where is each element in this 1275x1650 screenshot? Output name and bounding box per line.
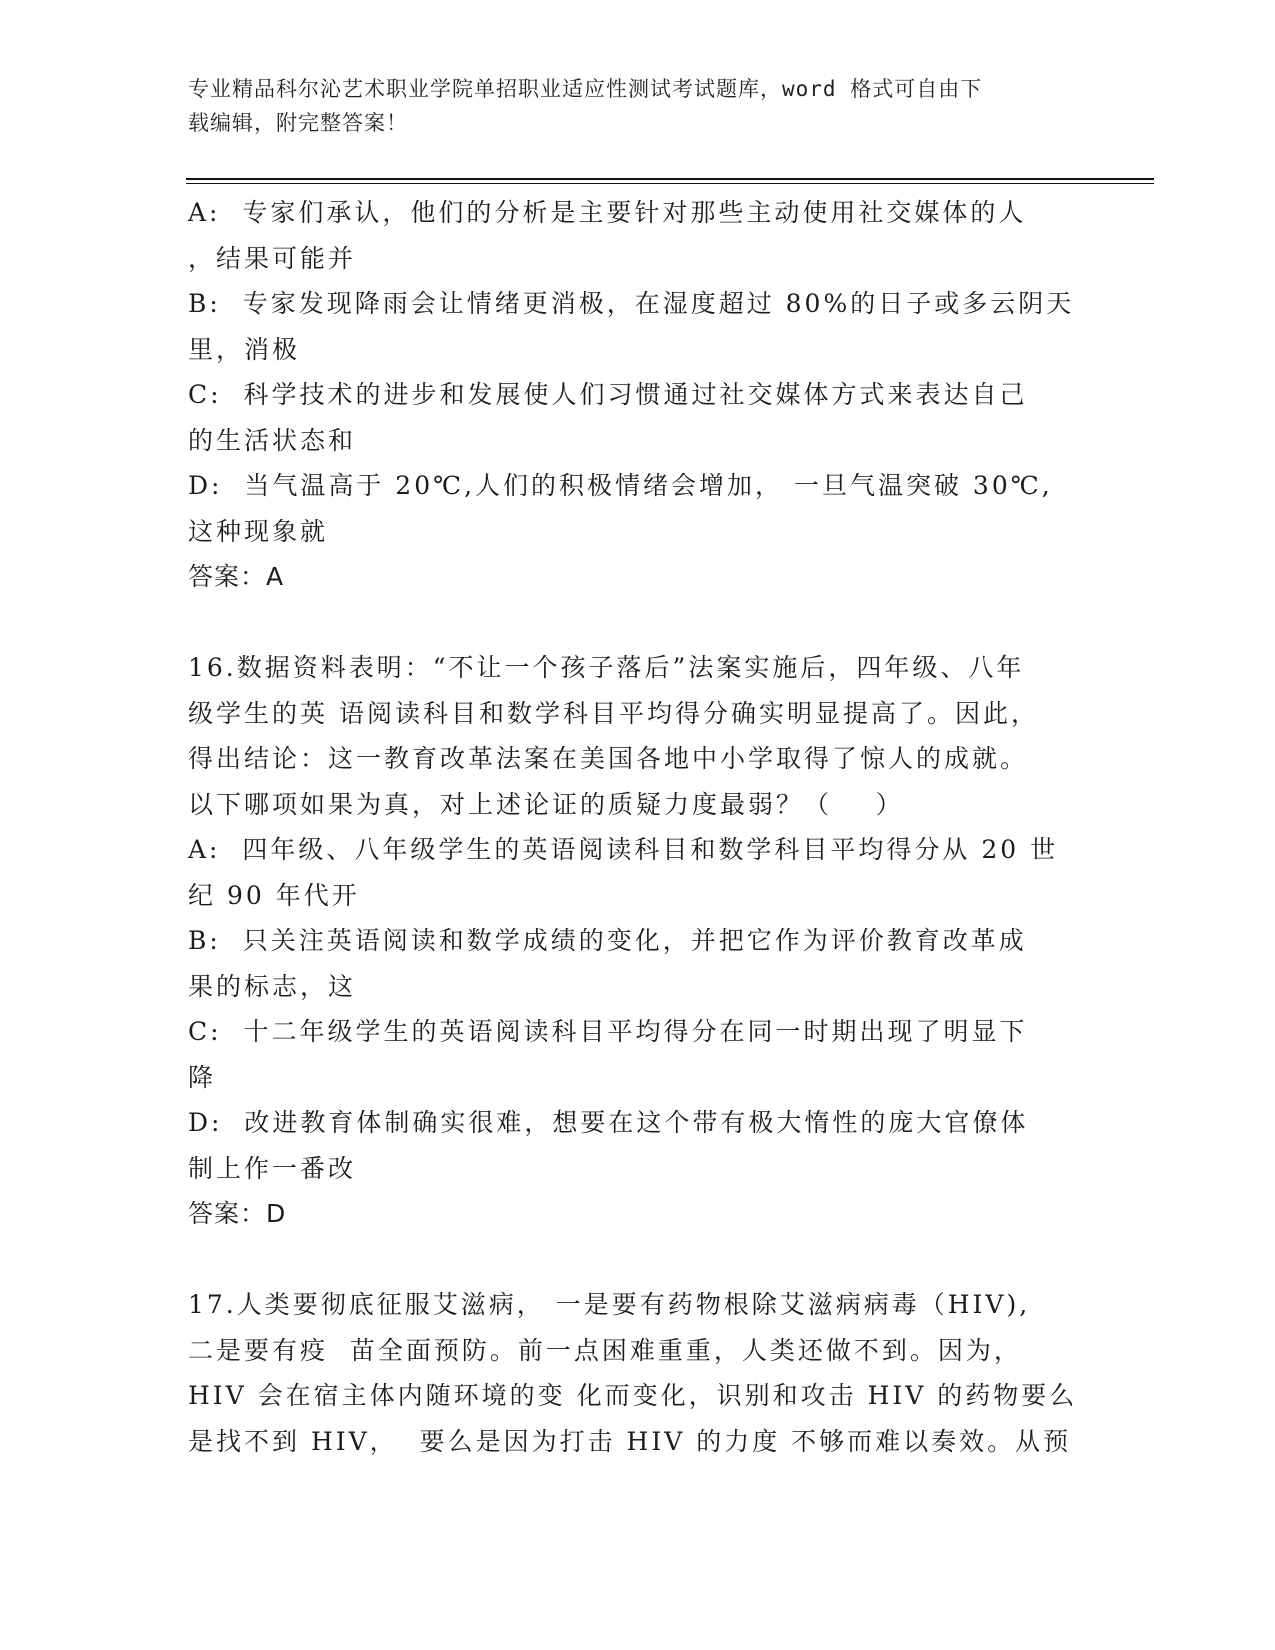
answer-15: 答案：A [188,562,285,591]
option-d-line-2: 这种现象就 [188,516,329,546]
question-16-stem-line-4: 以下哪项如果为真，对上述论证的质疑力度最弱？（ ） [188,789,904,819]
question-17-stem-line-4: 是找不到 HIV， 要么是因为打击 HIV 的力度 不够而难以奏效。从预 [188,1426,1072,1456]
question-17-stem-line-2: 二是要有疫 苗全面预防。前一点困难重重，人类还做不到。因为， [188,1335,1022,1365]
answer-16: 答案：D [188,1199,287,1228]
option-a-line-1: A: 四年级、八年级学生的英语阅读科目和数学科目平均得分从 20 世 [188,835,1059,864]
question-16-stem-line-3: 得出结论：这一教育改革法案在美国各地中小学取得了惊人的成就。 [188,744,1029,773]
question-17 [188,1282,1088,1464]
question-content [188,190,1088,1464]
option-c-line-2: 的生活状态和 [188,425,357,455]
option-a-line-2: ，结果可能并 [188,243,357,273]
page-header [188,72,1068,140]
question-16 [188,645,1088,1237]
header-divider-thin [186,183,1154,184]
option-b-line-2: 里，消极 [188,334,301,364]
option-b-line-1: B: 专家发现降雨会让情绪更消极，在湿度超过 80%的日子或多云阴天 [188,289,1075,318]
option-a-line-2: 纪 90 年代开 [188,880,360,910]
option-c-line-1: C: 科学技术的进步和发展使人们习惯通过社交媒体方式来表达自己 [188,380,1028,409]
spacer [188,1237,1088,1283]
header-line-2: 载编辑，附完整答案！ [188,111,408,135]
header-line-1: 专业精品科尔沁艺术职业学院单招职业适应性测试考试题库，word 格式可自由下 [188,77,983,101]
spacer [188,600,1088,646]
option-c-line-2: 降 [188,1062,217,1092]
option-d-line-2: 制上作一番改 [188,1153,357,1183]
option-d-line-1: D: 改进教育体制确实很难，想要在这个带有极大惰性的庞大官僚体 [188,1108,1029,1137]
question-17-stem-line-3: HIV 会在宿主体内随环境的变 化而变化，识别和攻击 HIV 的药物要么 [188,1381,1078,1410]
question-15-options [188,190,1088,600]
header-divider-thick [186,178,1154,180]
option-b-line-2: 果的标志，这 [188,971,357,1001]
option-d-line-1: D: 当气温高于 20℃,人们的积极情绪会增加， 一旦气温突破 30℃, [188,471,1053,500]
option-b-line-1: B: 只关注英语阅读和数学成绩的变化，并把它作为评价教育改革成 [188,926,1027,955]
question-17-stem-line-1: 17.人类要彻底征服艾滋病， 一是要有药物根除艾滋病病毒（HIV), [188,1290,1031,1319]
option-a-line-1: A: 专家们承认，他们的分析是主要针对那些主动使用社交媒体的人 [188,198,1027,227]
option-c-line-1: C: 十二年级学生的英语阅读科目平均得分在同一时期出现了明显下 [188,1017,1028,1046]
question-16-stem-line-2: 级学生的英 语阅读科目和数学科目平均得分确实明显提高了。因此， [188,698,1039,728]
question-16-stem-line-1: 16.数据资料表明：“不让一个孩子落后”法案实施后，四年级、八年 [188,653,1025,682]
